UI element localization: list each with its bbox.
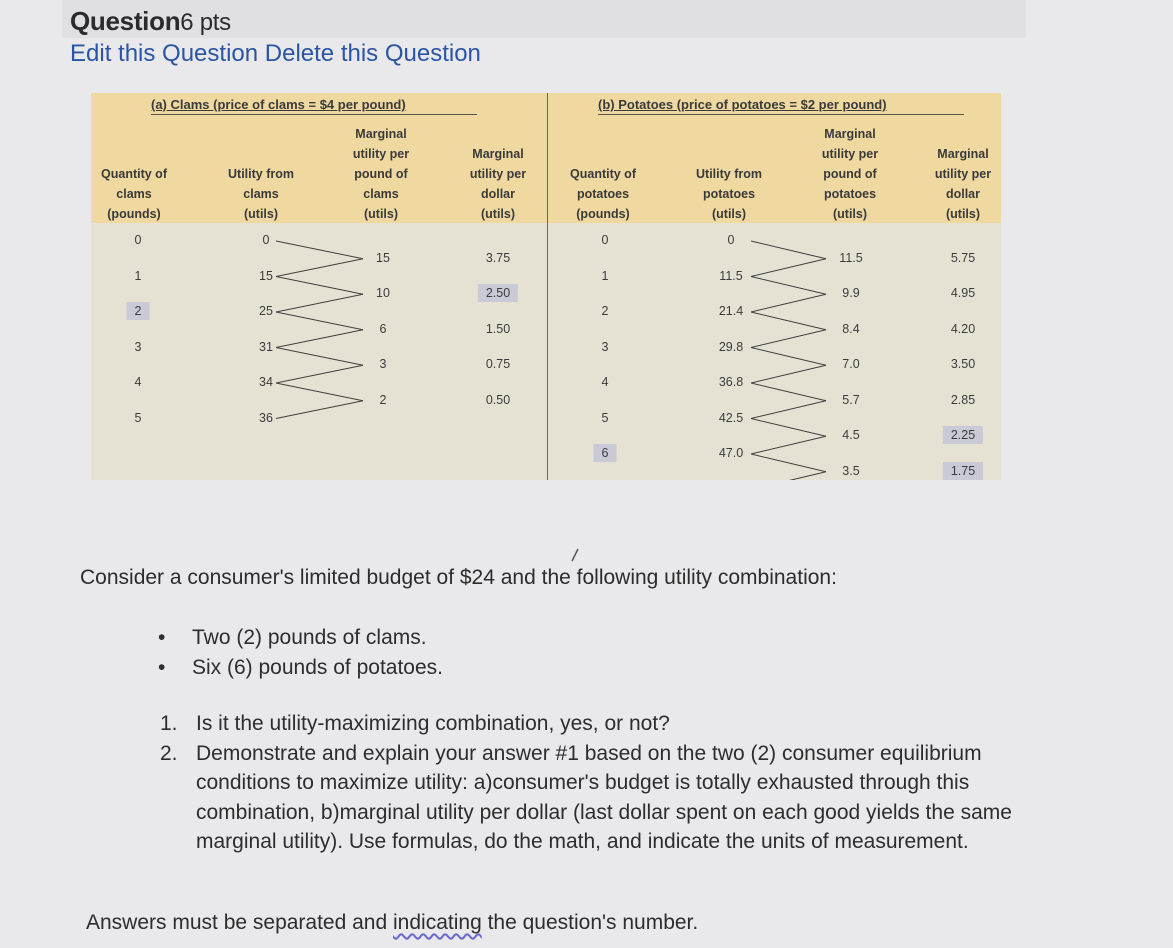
potatoes-header-quantity: Quantity of potatoes (pounds) (570, 167, 636, 221)
clams-mu-per-dollar-cell: 0.50 (485, 392, 511, 407)
closing-text-start: Answers must be separated and (86, 911, 394, 934)
potatoes-mu-per-dollar-cell: 4.95 (950, 286, 976, 301)
potatoes-mu-per-dollar-cell: 4.20 (950, 321, 976, 336)
question-item-1 (160, 709, 1040, 739)
clams-utility-cell: 36 (259, 410, 273, 425)
clams-mu-per-dollar-cell: 1.50 (485, 321, 511, 336)
combination-potatoes: • Six (6) pounds of potatoes. (150, 653, 443, 683)
potatoes-mu-per-pound-cell: 3.5 (842, 463, 860, 478)
potatoes-connector-line (751, 365, 826, 383)
potatoes-utility-cell: 0 (727, 233, 735, 247)
potatoes-header-mu-pound: Marginal utility per pound of potatoes (utils) (821, 127, 879, 221)
potatoes-mu-per-pound-cell: 4.5 (842, 428, 860, 443)
potatoes-connector-line (751, 419, 826, 437)
clams-mu-per-pound-cell: 10 (376, 286, 390, 301)
potatoes-utility-cell: 36.8 (718, 375, 744, 389)
potatoes-quantity-cell: 4 (601, 375, 609, 389)
potatoes-connector-line (751, 436, 826, 454)
clams-utility-cell: 25 (259, 304, 273, 318)
potatoes-mu-per-pound-cell: 9.9 (842, 286, 860, 301)
potatoes-quantity-cell: 2 (601, 304, 609, 318)
clams-header-mu-dollar: Marginal utility per dollar (utils) (469, 147, 527, 221)
potatoes-utility-cell: 29.8 (718, 339, 744, 354)
budget-intro: Consider a consumer's limited budget of $24 and the following utility combination: (80, 566, 837, 589)
question-number-2: 2. (160, 741, 178, 765)
potatoes-utility-cell: 11.5 (719, 268, 743, 283)
clams-header-quantity: Quantity of clams (pounds) (101, 167, 167, 221)
combination-list (150, 623, 443, 683)
edit-question-link[interactable]: Edit this Question (70, 40, 259, 67)
potatoes-mu-per-dollar-cell: 2.25 (943, 426, 983, 444)
clams-connector-line (276, 277, 363, 295)
closing-instruction (86, 911, 698, 935)
question-list (160, 709, 1040, 857)
potatoes-utility-cell: 42.5 (718, 410, 744, 425)
clams-connector-line (276, 383, 363, 401)
potatoes-connector-line (751, 348, 826, 366)
clams-quantity-cell: 0 (134, 233, 142, 247)
potatoes-utility-cell: 21.4 (718, 304, 744, 318)
potatoes-connector-line (751, 312, 826, 330)
clams-connector-line (276, 241, 363, 259)
spellcheck-word: indicating (393, 911, 482, 934)
delete-question-link[interactable]: Delete this Question (264, 40, 481, 67)
potatoes-quantity-cell: 6 (594, 444, 617, 462)
clams-section-title: (a) Clams (price of clams = $4 per pound) (151, 97, 406, 112)
question-text-1: Is it the utility-maximizing combination, yes, or not? (196, 712, 670, 735)
potatoes-utility-cell: 47.0 (718, 446, 744, 460)
potatoes-header-utility: Utility from potatoes (utils) (696, 167, 762, 221)
clams-utility-cell: 0 (262, 233, 270, 247)
question-item-2 (160, 739, 1040, 857)
clams-header-mu-pound: Marginal utility per pound of clams (utils) (352, 127, 410, 221)
clams-quantity-cell: 2 (127, 302, 150, 320)
question-actions (70, 40, 481, 68)
clams-utility-cell: 34 (259, 375, 273, 389)
clams-utility-cell: 31 (259, 339, 273, 354)
clams-quantity-cell: 4 (134, 375, 142, 389)
clams-mu-per-dollar-cell: 2.50 (478, 284, 518, 302)
potatoes-header-mu-dollar: Marginal utility per dollar (utils) (934, 147, 992, 221)
mouse-cursor-icon (570, 548, 580, 562)
clams-connector-line (276, 294, 363, 312)
clams-mu-per-dollar-cell: 3.75 (485, 250, 511, 265)
question-label: Question (70, 6, 181, 36)
question-title (70, 6, 231, 37)
potatoes-mu-per-dollar-cell: 1.75 (943, 462, 983, 480)
potatoes-quantity-cell: 3 (601, 339, 609, 354)
clams-quantity-cell: 1 (134, 268, 142, 283)
potatoes-connector-line (751, 241, 826, 259)
potatoes-connector-line (751, 277, 826, 295)
clams-connector-line (276, 401, 363, 419)
clams-mu-per-pound-cell: 15 (376, 250, 390, 265)
question-points: 6 pts (180, 9, 231, 36)
potatoes-mu-per-pound-cell: 7.0 (842, 357, 860, 372)
clams-mu-per-dollar-cell: 0.75 (485, 357, 511, 372)
potatoes-connector-line (751, 472, 826, 480)
potatoes-quantity-cell: 5 (601, 410, 609, 425)
clams-connector-line (276, 365, 363, 383)
potatoes-connector-line (751, 259, 826, 277)
clams-connector-line (276, 312, 363, 330)
potatoes-mu-per-pound-cell: 11.5 (839, 250, 863, 265)
question-number-1: 1. (160, 712, 178, 735)
potatoes-mu-per-dollar-cell: 2.85 (950, 392, 976, 407)
potatoes-connector-line (751, 401, 826, 419)
clams-mu-per-pound-cell: 2 (379, 392, 387, 407)
potatoes-connector-line (751, 454, 826, 472)
clams-connector-line (276, 330, 363, 348)
combination-clams: • Two (2) pounds of clams. (150, 623, 443, 653)
potatoes-quantity-cell: 0 (601, 233, 609, 247)
clams-mu-per-pound-cell: 6 (379, 321, 387, 336)
potatoes-quantity-cell: 1 (601, 268, 609, 283)
potatoes-connector-line (751, 294, 826, 312)
clams-utility-cell: 15 (259, 268, 273, 283)
potatoes-mu-per-pound-cell: 5.7 (842, 392, 860, 407)
potatoes-section-title: (b) Potatoes (price of potatoes = $2 per pound) (598, 97, 887, 112)
clams-mu-per-pound-cell: 3 (379, 357, 387, 372)
clams-quantity-cell: 5 (134, 410, 142, 425)
potatoes-connector-line (751, 383, 826, 401)
potatoes-mu-per-dollar-cell: 3.50 (950, 357, 976, 372)
clams-quantity-cell: 3 (134, 339, 142, 354)
potatoes-connector-line (751, 330, 826, 348)
potatoes-mu-per-dollar-cell: 5.75 (950, 250, 976, 265)
closing-text-end: the question's number. (481, 911, 699, 934)
utility-table-figure (91, 93, 1001, 480)
clams-connector-line (276, 348, 363, 366)
potatoes-mu-per-pound-cell: 8.4 (842, 321, 860, 336)
clams-connector-line (276, 259, 363, 277)
question-text-2: Demonstrate and explain your answer #1 based on the two (2) consumer equilibrium conditions to maximize utility: a)consumer's budget is totally exhausted through this combination, b)marginal utility per dollar (last dollar spent on each good yields the same marginal utility). Use formulas, do the math, and indicate the units of measurement. (196, 741, 1012, 853)
marginal-connectors (91, 93, 1001, 480)
clams-header-utility: Utility from clams (utils) (228, 167, 294, 221)
